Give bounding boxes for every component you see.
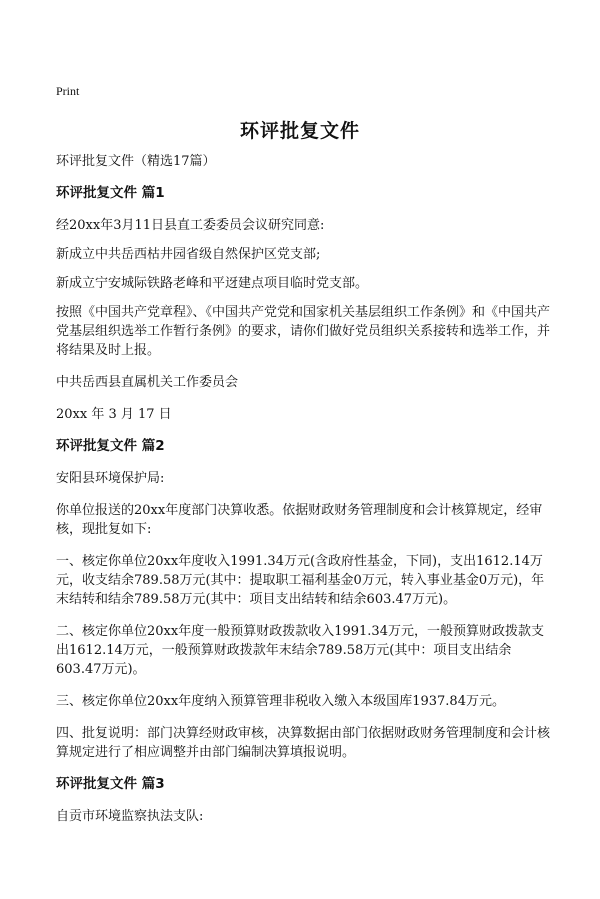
paragraph: 二、核定你单位20xx年度一般预算财政拨款收入1991.34万元，一般预算财政拨款支出1612.14万元，一般预算财政拨款年末结余789.58万元(其中：项目支出结余603.47万元)。 bbox=[56, 624, 544, 677]
paragraph: 你单位报送的20xx年度部门决算收悉。依据财政财务管理制度和会计核算规定，经审核，现批复如下: bbox=[56, 503, 543, 537]
document-subtitle: 环评批复文件（精选17篇） bbox=[56, 154, 216, 169]
paragraph: 自贡市环境监察执法支队: bbox=[56, 809, 204, 824]
paragraph: 20xx 年 3 月 17 日 bbox=[56, 407, 172, 422]
paragraph: 安阳县环境保护局: bbox=[56, 471, 165, 486]
paragraph: 新成立宁安城际铁路老峰和平迓建点项目临时党支部。 bbox=[56, 276, 369, 291]
paragraph: 经20xx年3月11日县直工委委员会议研究同意: bbox=[56, 218, 325, 233]
paragraph: 按照《中国共产党章程》、《中国共产党党和国家机关基层组织工作条例》和《中国共产党基层组织选举工作暂行条例》的要求，请你们做好党员组织关系接转和选举工作，并将结果及时上报。 bbox=[56, 305, 551, 358]
paragraph: 四、批复说明：部门决算经财政审核，决算数据由部门依据财政财务管理制度和会计核算规定进行了相应调整并由部门编制决算填报说明。 bbox=[56, 726, 551, 760]
print-label: Print bbox=[56, 84, 80, 98]
paragraph: 三、核定你单位20xx年度纳入预算管理非税收入缴入本级国库1937.84万元。 bbox=[56, 694, 505, 709]
document-body bbox=[56, 152, 550, 839]
section-heading: 环评批复文件 篇1 bbox=[56, 185, 165, 201]
document-title: 环评批复文件 bbox=[239, 120, 360, 142]
section-heading: 环评批复文件 篇2 bbox=[56, 438, 165, 454]
paragraph: 新成立中共岳西枯井园省级自然保护区党支部; bbox=[56, 247, 321, 262]
paragraph: 中共岳西县直属机关工作委员会 bbox=[56, 375, 239, 390]
section-heading: 环评批复文件 篇3 bbox=[56, 776, 165, 792]
paragraph: 一、核定你单位20xx年度收入1991.34万元(含政府性基金，下同)，支出1612.14万元，收支结余789.58万元(其中：提取职工福利基金0万元，转入事业基金0万元)，年末结转和结余789.58万元(其中：项目支出结转和结余603.47万元)。 bbox=[56, 554, 545, 607]
